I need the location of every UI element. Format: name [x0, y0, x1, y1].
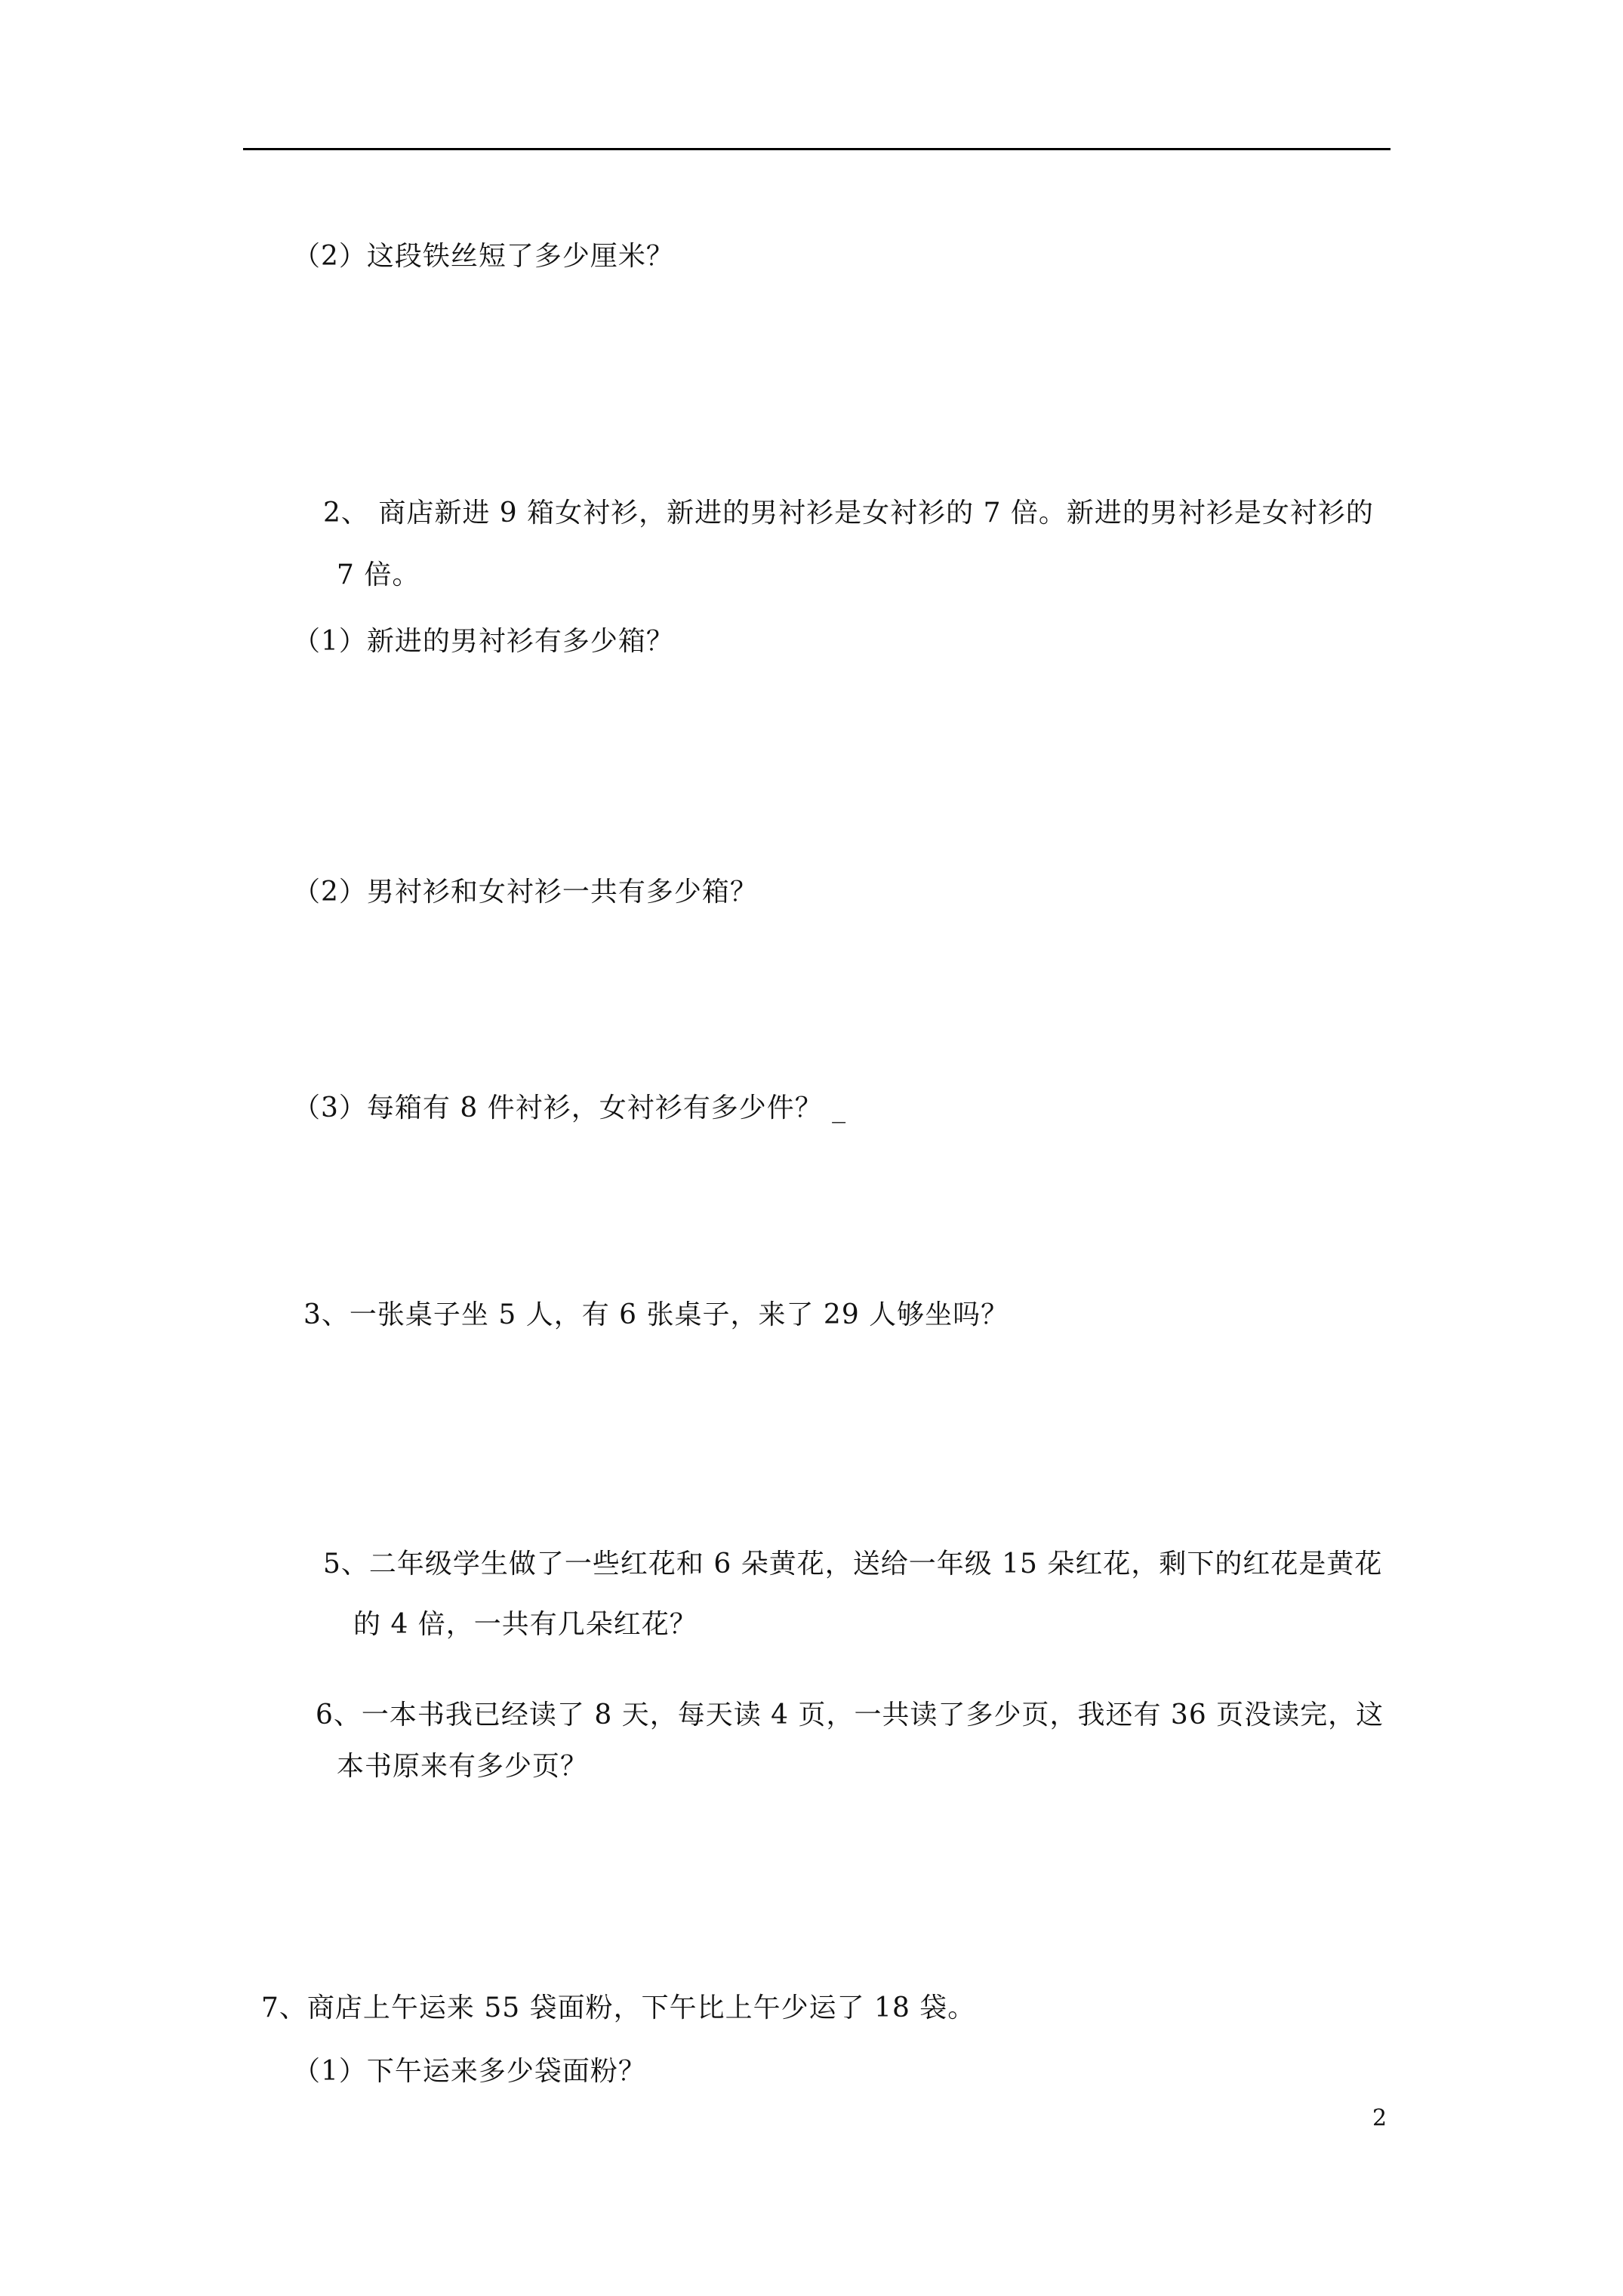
q1-sub2: （2）这段铁丝短了多少厘米？ [293, 241, 674, 272]
q6-stem-line2: 本书原来有多少页？ [337, 1751, 589, 1782]
q7-stem: 7、商店上午运来 55 袋面粉，下午比上午少运了 18 袋。 [261, 1992, 976, 2023]
q2-sub1: （1）新进的男衬衫有多少箱？ [293, 626, 674, 657]
q2-stem-line1: 2、 商店新进 9 箱女衬衫，新进的男衬衫是女衬衫的 7 倍。新进的男衬衫是女衬衫的 [323, 498, 1374, 529]
q7-sub1: （1）下午运来多少袋面粉？ [293, 2056, 646, 2087]
q2-stem-line2: 7 倍。 [337, 559, 420, 590]
q5-stem-line2: 的 4 倍，一共有几朵红花？ [353, 1609, 698, 1640]
header-rule [243, 148, 1390, 150]
q6-stem-line1: 6、一本书我已经读了 8 天，每天读 4 页，一共读了多少页，我还有 36 页没读完，这 [316, 1700, 1384, 1730]
q5-stem-line1: 5、二年级学生做了一些红花和 6 朵黄花，送给一年级 15 朵红花，剩下的红花是黄花 [323, 1549, 1383, 1579]
q2-sub3: （3）每箱有 8 件衬衫，女衬衫有多少件？ _ [293, 1093, 847, 1123]
page-number: 2 [1372, 2105, 1387, 2131]
q2-sub2: （2）男衬衫和女衬衫一共有多少箱？ [293, 877, 758, 908]
q3-stem: 3、一张桌子坐 5 人，有 6 张桌子，来了 29 人够坐吗？ [303, 1299, 1009, 1330]
